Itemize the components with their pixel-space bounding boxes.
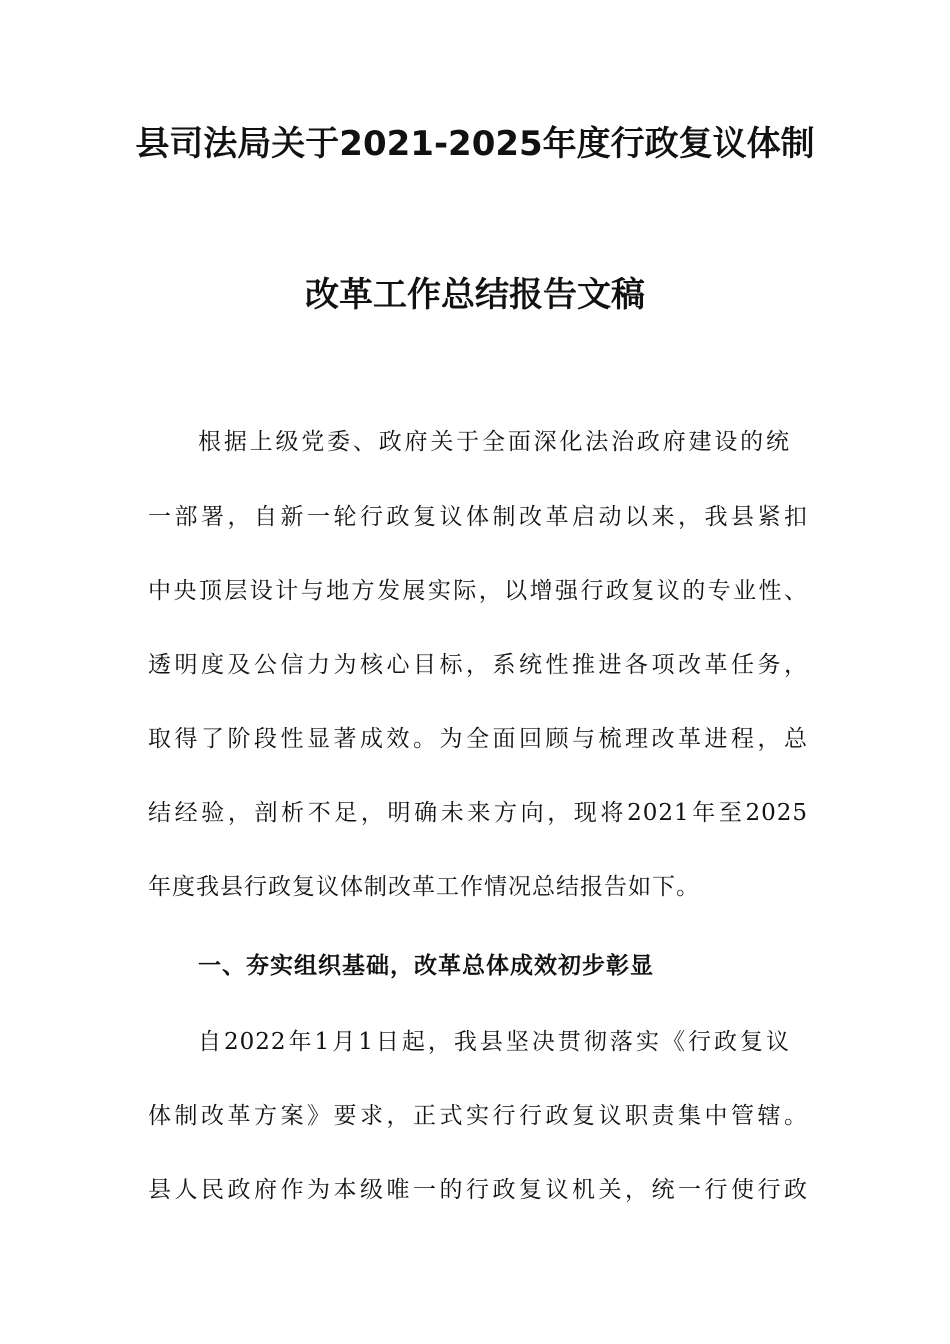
paragraph-1-line-7: 年度我县行政复议体制改革工作情况总结报告如下。 xyxy=(148,874,700,900)
paragraph-2-line-2: 体制改革方案》要求，正式实行行政复议职责集中管辖。 xyxy=(148,1103,808,1129)
paragraph-2-line-3: 县人民政府作为本级唯一的行政复议机关，统一行使行政 xyxy=(148,1177,808,1203)
paragraph-1-line-2: 一部署，自新一轮行政复议体制改革启动以来，我县紧扣 xyxy=(148,504,808,530)
paragraph-1-line-4: 透明度及公信力为核心目标，系统性推进各项改革任务， xyxy=(148,652,808,678)
paragraph-1-line-1: 根据上级党委、政府关于全面深化法治政府建设的统 xyxy=(198,429,790,455)
section-1-heading: 一、夯实组织基础，改革总体成效初步彰显 xyxy=(198,953,654,979)
paragraph-1-line-5: 取得了阶段性显著成效。为全面回顾与梳理改革进程，总 xyxy=(148,726,808,752)
paragraph-1-line-3: 中央顶层设计与地方发展实际，以增强行政复议的专业性、 xyxy=(148,578,808,604)
paragraph-1-line-6: 结经验，剖析不足，明确未来方向，现将2021年至2025 xyxy=(148,800,808,826)
paragraph-2-line-1: 自2022年1月1日起，我县坚决贯彻落实《行政复议 xyxy=(198,1029,790,1055)
document-title-line-1: 县司法局关于2021-2025年度行政复议体制 xyxy=(135,124,815,164)
document-title-line-2: 改革工作总结报告文稿 xyxy=(305,275,645,315)
